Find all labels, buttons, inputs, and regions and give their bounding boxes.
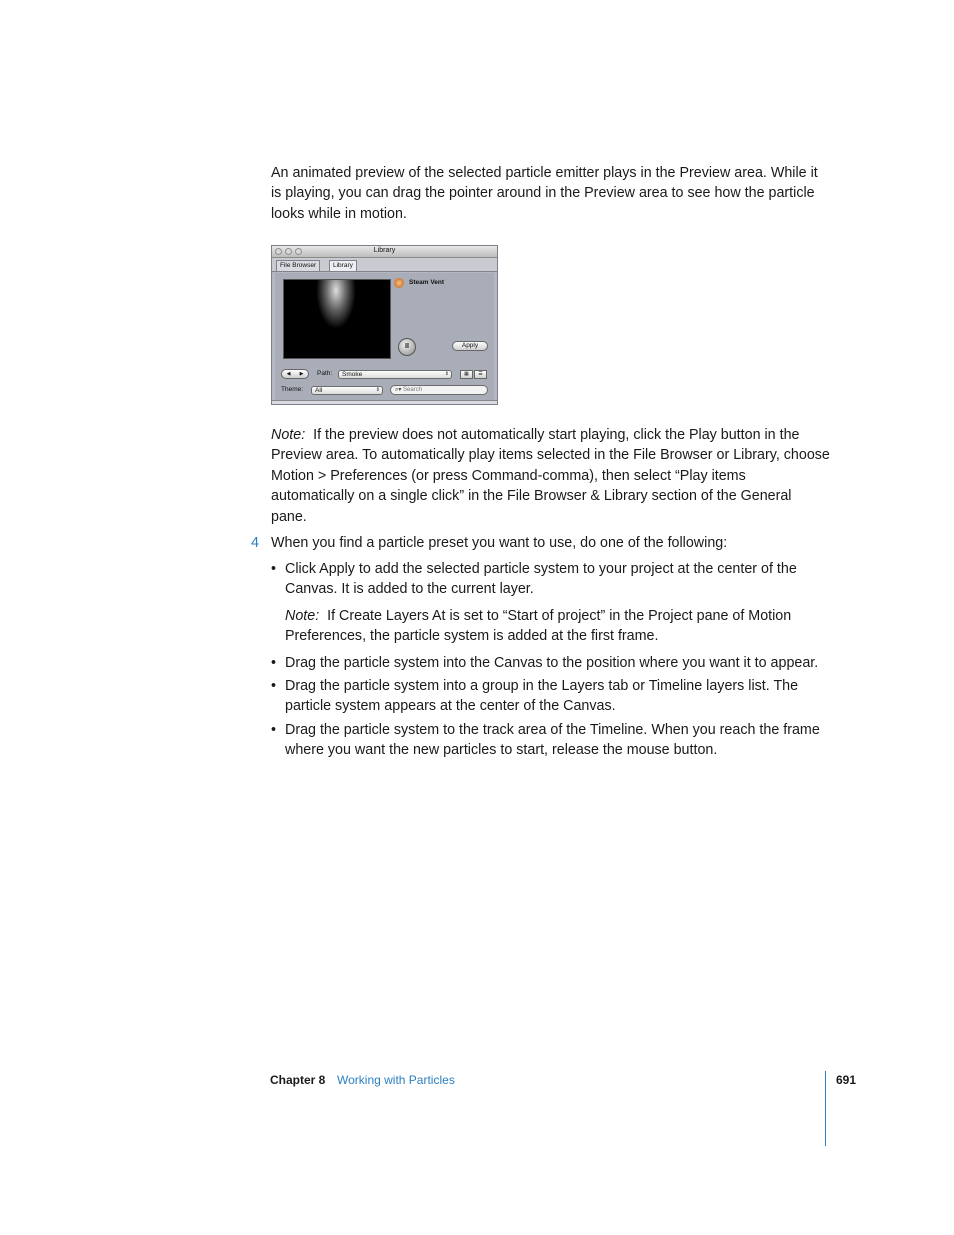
library-panel bbox=[275, 273, 494, 402]
bullet-glyph: • bbox=[271, 722, 277, 738]
tab-library[interactable]: Library bbox=[329, 260, 357, 271]
particle-emitter-icon bbox=[394, 278, 404, 288]
apply-button[interactable]: Apply bbox=[452, 341, 488, 351]
window-bottom-edge bbox=[272, 400, 497, 405]
bullet-item: Drag the particle system into the Canvas to the position where you want it to appear. bbox=[285, 655, 819, 671]
library-window-screenshot bbox=[271, 245, 498, 405]
path-value: Smoke bbox=[342, 371, 363, 378]
bullet-glyph: • bbox=[271, 561, 277, 577]
bullet-glyph: • bbox=[271, 655, 277, 671]
bullet-item: Drag the particle system to the track area of the Timeline. When you reach the frame where you want the new particles to start, release the mouse button. bbox=[285, 722, 820, 759]
list-view-icon[interactable]: ☰ bbox=[474, 370, 487, 379]
updown-arrows-icon: ⇕ bbox=[375, 387, 380, 393]
page-number: 691 bbox=[836, 1073, 857, 1087]
window-titlebar bbox=[272, 246, 497, 258]
bullet-item: Drag the particle system into a group in the Layers tab or Timeline layers list. The particle system appears at the center of the Canvas. bbox=[285, 678, 799, 715]
bullet-item: Click Apply to add the selected particle system to your project at the center of the Canvas. It is added to the current layer. bbox=[285, 561, 797, 598]
icon-view-icon[interactable]: ▦ bbox=[460, 370, 473, 379]
search-icon: ⌕▾ bbox=[395, 387, 402, 393]
footer-chapter: Chapter 8 bbox=[270, 1073, 326, 1087]
item-name: Steam Vent bbox=[409, 279, 445, 286]
note-label: Note: bbox=[285, 608, 320, 624]
intro-paragraph: An animated preview of the selected particle emitter plays in the Preview area. While it is playing, you can drag the pointer around in the Preview area to see how the particle looks while in motion. bbox=[271, 165, 818, 222]
search-placeholder: Search bbox=[403, 387, 423, 393]
note-text: If Create Layers At is set to “Start of project” in the Project pane of Motion Preferences, the particle system is added at the first frame. bbox=[285, 608, 792, 645]
updown-arrows-icon: ⇕ bbox=[444, 371, 449, 377]
preview-area[interactable] bbox=[283, 279, 391, 359]
back-arrow-icon[interactable]: ◀ bbox=[286, 371, 291, 377]
step-text: When you find a particle preset you want to use, do one of the following: bbox=[271, 535, 728, 551]
theme-row bbox=[275, 383, 494, 397]
forward-arrow-icon[interactable]: ▶ bbox=[299, 371, 304, 377]
path-label: Path: bbox=[317, 370, 333, 377]
path-select[interactable] bbox=[338, 370, 452, 379]
tab-bar bbox=[272, 258, 497, 272]
pause-button[interactable]: II bbox=[398, 338, 416, 356]
step-number: 4 bbox=[251, 535, 259, 551]
theme-select[interactable] bbox=[311, 386, 383, 395]
theme-label: Theme: bbox=[281, 386, 304, 393]
search-field[interactable] bbox=[390, 385, 488, 395]
theme-value: All bbox=[315, 387, 323, 394]
smoke-particle-preview bbox=[316, 279, 356, 329]
note-paragraph bbox=[271, 425, 831, 527]
tab-file-browser[interactable]: File Browser bbox=[276, 260, 320, 271]
note-text: If the preview does not automatically start playing, click the Play button in the Preview area. To automatically play items selected in the File Browser or Library, choose Motion > Preferences (or press Command-comma), then select “Play items automatically on a single click” in the File Browser & Library section of the General pane. bbox=[271, 427, 830, 525]
footer-chapter-title[interactable]: Working with Particles bbox=[337, 1073, 455, 1087]
footer-divider bbox=[825, 1071, 826, 1146]
nav-buttons bbox=[281, 369, 309, 379]
bullet-note-paragraph bbox=[285, 606, 833, 647]
window-title: Library bbox=[373, 247, 396, 254]
bullet-glyph: • bbox=[271, 678, 277, 694]
note-label: Note: bbox=[271, 427, 306, 443]
path-row bbox=[275, 367, 494, 381]
